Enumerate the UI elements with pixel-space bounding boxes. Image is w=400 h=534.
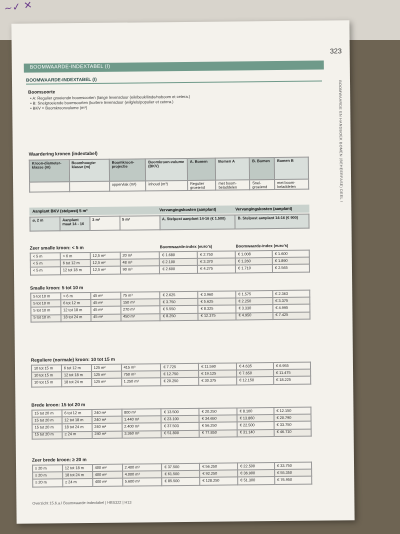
table-cell: 18 tot 24 m — [61, 314, 91, 321]
table-cell: 12 tot 18 m — [60, 267, 90, 274]
table-cell: 15 tot 20 m — [32, 424, 62, 431]
table-cell: € 8.100 — [237, 408, 274, 416]
page-number: 323 — [329, 48, 342, 56]
table-cell: € 20.790 — [274, 414, 311, 422]
table-cell: € 7.425 — [273, 312, 310, 320]
table-cell: € 20.250 — [199, 408, 237, 416]
table-cell: 18 tot 24 m — [61, 379, 91, 386]
table-cell: € 2.600 — [160, 266, 198, 274]
table-cell: 6 tot 12 m — [61, 300, 91, 307]
table-cell: € 12.750 — [161, 371, 199, 379]
table-cell: € 5.625 — [198, 298, 236, 306]
table-cell: 2.400 m³ — [122, 423, 162, 431]
table-cell: 12 tot 18 m — [61, 372, 91, 379]
table-cell: € 1.680 — [160, 251, 198, 259]
table-cell: 400 m² — [92, 464, 122, 471]
page-content — [11, 20, 354, 524]
table-cell: € 37.500 — [162, 463, 200, 471]
aanplant-right: Vervangingskosten (aanplant) — [235, 205, 293, 212]
table-cell: € 76.950 — [275, 477, 312, 485]
table-cell: € 13.860 — [237, 415, 274, 423]
table-cell: € 18.225 — [274, 377, 311, 385]
table-cell: € 7.650 — [237, 370, 274, 378]
table-cell: € 3.750 — [160, 299, 198, 307]
table-cell: 240 m² — [92, 431, 122, 438]
table-cell: 5 tot 10 m — [31, 307, 61, 314]
aanplant-mid: Vervangingskosten (aanplant) — [159, 206, 217, 213]
table-cell: 450 m³ — [121, 313, 161, 321]
header-cell: met boom-beladdelen — [216, 180, 250, 191]
aanplant-cell: A. Stelpost aanplant 14-16 (€ 1.500) — [159, 215, 235, 230]
table-cell: € 1.575 — [236, 291, 273, 299]
group-table — [31, 407, 311, 440]
table-cell: € 2.100 — [160, 259, 198, 267]
table-cell: € 1.260 — [236, 258, 273, 266]
table-cell: € 37.503 — [162, 423, 200, 431]
group-title: Zeer smalle kroon: < 5 m — [29, 245, 84, 251]
table-cell: 45 m² — [91, 307, 121, 314]
group-table — [31, 362, 311, 387]
table-cell: € 22.500 — [238, 463, 275, 471]
table-cell: < 6 m — [60, 252, 90, 259]
table-cell: € 31.140 — [237, 429, 274, 437]
table-cell: 18 tot 24 m — [62, 424, 92, 431]
table-cell: 75 m³ — [120, 292, 160, 300]
table-cell: € 4.275 — [198, 265, 236, 273]
table-cell: € 2.750 — [198, 251, 236, 259]
table-cell: 800 m³ — [122, 409, 162, 417]
table-cell: € 7.725 — [161, 363, 199, 371]
table-cell: 10 tot 15 m — [32, 372, 62, 379]
aanplant-table — [29, 214, 309, 232]
header-table — [29, 157, 309, 193]
table-cell: € 2.363 — [273, 290, 310, 298]
table-cell: € 2.565 — [272, 265, 309, 273]
table-row — [31, 312, 310, 322]
table-row — [32, 429, 311, 439]
header-cell: inhoud (m³) — [146, 180, 188, 191]
table-cell: € 33.750 — [275, 462, 312, 470]
value-head-a: Boomwaarde-index (euro's) — [159, 243, 213, 250]
col-header: B. Bomen — [250, 158, 275, 180]
group-title: Brede kroon: 15 tot 20 m — [31, 402, 86, 408]
table-cell: 48 m³ — [120, 259, 160, 267]
table-cell: 12 tot 18 m — [62, 464, 92, 471]
table-cell: 5.600 m³ — [122, 478, 162, 486]
table-cell: 2.400 m³ — [122, 464, 162, 472]
col-header: Bomen B — [274, 157, 308, 179]
table-cell: 20 m³ — [120, 252, 160, 260]
table-cell: 5 tot 10 m — [31, 314, 61, 321]
table-cell: € 12.375 — [198, 313, 236, 321]
table-cell: € 33.750 — [274, 422, 311, 430]
table-cell: € 8.250 — [160, 313, 198, 321]
table-cell: ≥ 20 m — [33, 479, 63, 486]
table-cell: € 12.150 — [274, 407, 311, 415]
table-cell: € 36.900 — [238, 470, 275, 478]
table-cell: € 22.500 — [237, 422, 274, 430]
legend-item: • B: Snelgroeiende boomsoorten (kortere levensduur (wilg/els/populier et cetera.) — [30, 99, 190, 106]
table-cell: € 3.375 — [273, 297, 310, 305]
table-cell: 150 m³ — [120, 299, 160, 307]
header-cell: oppervlak (m²) — [109, 181, 146, 192]
header-block-title: Waardering kronen (indextabel) — [28, 150, 98, 157]
table-cell: € 11.590 — [199, 363, 237, 371]
table-cell: 415 m³ — [121, 364, 161, 372]
book-page — [11, 20, 354, 524]
table-cell: 240 m² — [92, 409, 122, 416]
table-cell: 15 tot 20 m — [32, 431, 62, 438]
table-cell: 125 m² — [91, 371, 121, 378]
legend-list — [30, 94, 190, 111]
table-cell: ≥ 24 m — [62, 431, 92, 438]
col-header: Bomen A — [216, 158, 250, 180]
table-cell: 12,5 m² — [90, 252, 120, 260]
legend-item: • BKV = Boomkroonvolume (m³) — [30, 104, 190, 111]
table-cell: 12,5 m² — [90, 259, 120, 267]
table-cell: 6 tot 12 m — [60, 260, 90, 267]
table-row — [33, 477, 312, 487]
table-cell: 15 tot 20 m — [32, 417, 62, 424]
table-cell: € 23.100 — [161, 416, 199, 424]
table-cell: € 34.650 — [199, 415, 237, 423]
table-cell: < 6 m — [61, 292, 91, 299]
aanplant-cell: 5 m³ — [120, 216, 160, 230]
table-cell: 45 m² — [91, 314, 121, 321]
group-table — [30, 250, 310, 275]
table-cell: € 5.550 — [160, 306, 198, 314]
table-cell: 10 tot 15 m — [31, 365, 61, 372]
subheading: BOOMWAARDE-INDEXTABEL (I) — [25, 76, 97, 83]
table-cell: € 3.330 — [236, 305, 273, 313]
table-cell: 12,5 m² — [90, 267, 120, 275]
table-cell: 750 m³ — [121, 371, 161, 379]
table-cell: € 77.850 — [199, 430, 237, 438]
table-cell: 90 m³ — [120, 266, 160, 274]
table-cell: € 1.890 — [272, 257, 309, 265]
aanplant-cell: 3 m² — [90, 216, 120, 230]
table-row — [30, 265, 309, 275]
header-row — [29, 157, 308, 182]
table-cell: < 5 m — [30, 267, 60, 274]
header-cell — [69, 181, 109, 192]
table-cell: € 2.250 — [236, 298, 273, 306]
header-cell: met boom-beladdelen — [275, 179, 309, 190]
table-cell: € 61.500 — [162, 471, 200, 479]
table-cell: 4.000 m³ — [122, 471, 162, 479]
col-header: A. Bomen — [187, 158, 216, 180]
legend-item: • A: Regulier groeiende boomsoorten (lange levensduur (eik/beuk/linde/noboom et cetera.) — [30, 94, 190, 101]
aanplant-cell: Aanplant maat 14 - 16 — [60, 216, 90, 230]
table-cell: € 19.125 — [199, 370, 237, 378]
table-cell: € 3.960 — [198, 291, 236, 299]
table-cell: 240 m² — [92, 416, 122, 423]
table-cell: 5 tot 10 m — [31, 293, 61, 300]
header-cell — [30, 182, 70, 193]
table-cell: 45 m² — [90, 292, 120, 299]
aanplant-row — [30, 214, 309, 231]
table-cell: 12 tot 18 m — [62, 417, 92, 424]
table-cell: < 5 m — [30, 253, 60, 260]
table-cell: € 30.375 — [199, 377, 237, 385]
table-cell: 12 tot 18 m — [61, 307, 91, 314]
table-cell: € 51.800 — [162, 430, 200, 438]
table-cell: 15 tot 20 m — [32, 410, 62, 417]
group-table — [30, 290, 310, 323]
table-cell: 6 tot 12 m — [62, 409, 92, 416]
table-cell: 10 tot 15 m — [32, 379, 62, 386]
col-header: Boomkroon-projectie — [109, 159, 146, 181]
table-cell: < 5 m — [30, 260, 60, 267]
side-running-text: BOOMWAARDE EN HANDBOEK BOMEN (BEHEERFASE) DEEL I — [338, 80, 344, 203]
table-cell: 240 m² — [92, 424, 122, 431]
table-cell: 45 m² — [91, 299, 121, 306]
table-cell: € 55.350 — [275, 469, 312, 477]
aanplant-cell: B. Stelpost aanplant 14-16 (€ 900) — [235, 214, 309, 229]
table-cell: 1.250 m³ — [121, 378, 161, 386]
table-cell: € 8.325 — [198, 305, 236, 313]
group-title: Zeer brede kroon: ≥ 20 m — [31, 457, 87, 463]
table-cell: € 4.635 — [237, 363, 274, 371]
table-cell: € 1.710 — [236, 265, 273, 273]
table-cell: ≥ 20 m — [33, 465, 63, 472]
table-cell: 400 m² — [92, 479, 122, 486]
table-cell: 5 tot 10 m — [31, 300, 61, 307]
header-row-2 — [30, 179, 309, 192]
table-cell: € 128.250 — [200, 477, 238, 485]
aanplant-cell: ø, 2 m — [30, 217, 60, 231]
aanplant-left: Aanplant BKV (stelpost) 5 m³ — [32, 207, 88, 214]
header-cell: Regulier groeiend — [188, 180, 216, 190]
table-cell: € 85.500 — [162, 478, 200, 486]
table-cell: € 11.475 — [274, 369, 311, 377]
table-cell: 3.360 m³ — [122, 430, 162, 438]
table-cell: € 46.710 — [274, 429, 311, 437]
table-cell: € 6.955 — [274, 362, 311, 370]
section-bar: BOOMWAARDE-INDEXTABEL (I) — [24, 61, 324, 73]
table-cell: € 20.250 — [161, 378, 199, 386]
group-title: Smalle kroon: 5 tot 10 m — [30, 285, 84, 291]
table-cell: € 1.600 — [272, 250, 309, 258]
table-cell: € 4.950 — [236, 312, 273, 320]
table-cell: € 13.500 — [161, 408, 199, 416]
table-row — [32, 377, 311, 387]
table-cell: 18 tot 24 m — [62, 472, 92, 479]
table-cell: € 51.300 — [238, 477, 275, 485]
header-cell: Snel-groeiend — [250, 180, 275, 190]
col-header: Boomkroon-volume (BKV) — [146, 158, 188, 180]
group-title: Reguliere (normale) kroon: 10 tot 15 m — [30, 356, 115, 363]
footer-caption: Overzicht 15.6.a.I Boomwaarde-indextabel | HBS322 | H13 — [32, 500, 132, 506]
table-cell: € 56.250 — [199, 422, 237, 430]
table-cell: € 92.250 — [200, 470, 238, 478]
table-cell: ≥ 24 m — [63, 479, 93, 486]
table-cell: € 4.995 — [273, 305, 310, 313]
table-cell: € 2.625 — [160, 291, 198, 299]
table-cell: € 12.150 — [237, 377, 274, 385]
table-cell: 400 m² — [92, 471, 122, 478]
table-cell: € 56.250 — [200, 463, 238, 471]
handwritten-scribble: ~✓ ✕ — [3, 0, 33, 15]
table-cell: € 3.370 — [198, 258, 236, 266]
legend-title: Boomsoorte — [28, 89, 56, 95]
group-table — [32, 462, 312, 487]
table-cell: € 1.008 — [235, 251, 272, 259]
table-cell: 125 m² — [91, 364, 121, 371]
table-cell: 6 tot 12 m — [61, 364, 91, 371]
value-head-b: Boomwaarde-index (euro's) — [235, 242, 289, 249]
table-cell: 270 m³ — [120, 306, 160, 314]
table-cell: 1.440 m³ — [122, 416, 162, 424]
col-header: Boomhoogte-klasse (m) — [69, 159, 109, 181]
table-cell: ≥ 20 m — [33, 472, 63, 479]
table-cell: 125 m² — [91, 379, 121, 386]
col-header: Kroon-diameter-klasse (m) — [29, 160, 69, 182]
